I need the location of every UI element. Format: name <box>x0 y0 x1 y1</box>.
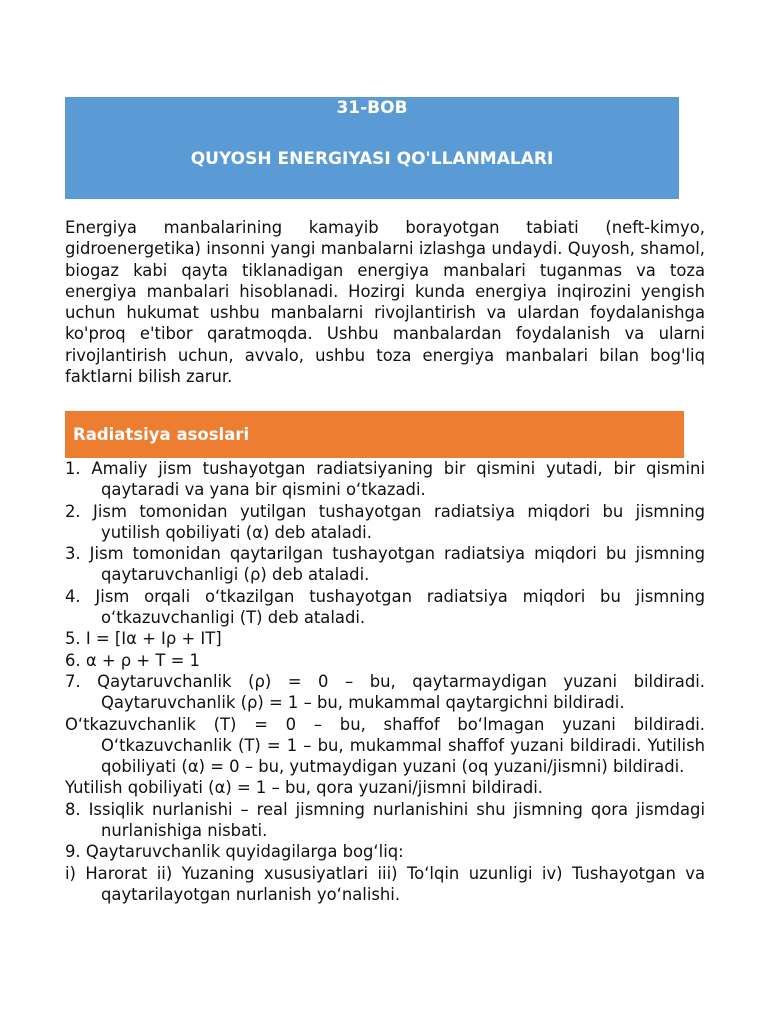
items-list <box>65 458 705 905</box>
list-item: 6. α + ρ + T = 1 <box>65 650 200 670</box>
section-heading: Radiatsiya asoslari <box>65 411 684 458</box>
list-item: O‘tkazuvchanlik (T) = 0 – bu, shaffof bo‘lmagan yuzani bildiradi. O‘tkazuvchanlik (T) = 1 – bu, mukammal shaffof yuzani bildiradi. Yutilish qobiliyati (α) = 0 – bu, yutmaydigan yuzani (oq yuzani/jismni) bildiradi. <box>65 714 705 777</box>
list-item: 2. Jism tomonidan yutilgan tushayotgan radiatsiya miqdori bu jismning yutilish qobiliyati (α) deb ataladi. <box>65 501 705 542</box>
chapter-banner <box>65 97 679 199</box>
list-item: 8. Issiqlik nurlanishi – real jismning nurlanishini shu jismning qora jismdagi nurlanishiga nisbati. <box>65 799 705 841</box>
list-item: i) Harorat ii) Yuzaning xususiyatlari iii) To‘lqin uzunligi iv) Tushayotgan va qaytarilayotgan nurlanish yo‘nalishi. <box>65 863 705 904</box>
intro-paragraph: Energiya manbalarining kamayib borayotgan tabiati (neft-kimyo, gidroenergetika) insonni yangi manbalarni izlashga undaydi. Quyosh, shamol, biogaz kabi qayta tiklanadigan energiya manbalari tuganmas va toza energiya manbalari hisoblanadi. Hozirgi kunda energiya inqirozini yengish uchun hukumat ushbu manbalarni rivojlantirish va ulardan foydalanishga ko'proq e'tibor qaratmoqda. Ushbu manbalardan foydalanish va ularni rivojlantirish uchun, avvalo, ushbu toza energiya manbalari bilan bog'liq faktlarni bilish zarur. <box>65 218 705 387</box>
list-item: 7. Qaytaruvchanlik (ρ) = 0 – bu, qaytarmaydigan yuzani bildiradi. Qaytaruvchanlik (ρ) = 1 – bu, mukammal qaytargichni bildiradi. <box>65 671 705 713</box>
list-item: Yutilish qobiliyati (α) = 1 – bu, qora yuzani/jismni bildiradi. <box>65 778 543 798</box>
list-item: 5. I = [Iα + Iρ + IT] <box>65 629 222 649</box>
chapter-title: QUYOSH ENERGIYASI QO'LLANMALARI <box>190 149 554 169</box>
list-item: 9. Qaytaruvchanlik quyidagilarga bog‘liq: <box>65 842 404 862</box>
chapter-number: 31-BOB <box>336 98 408 118</box>
list-item: 4. Jism orqali o‘tkazilgan tushayotgan radiatsiya miqdori bu jismning o‘tkazuvchanligi (T) deb ataladi. <box>65 586 705 628</box>
list-item: 3. Jism tomonidan qaytarilgan tushayotgan radiatsiya miqdori bu jismning qaytaruvchanligi (ρ) deb ataladi. <box>65 544 705 585</box>
list-item: 1. Amaliy jism tushayotgan radiatsiyaning bir qismini yutadi, bir qismini qaytaradi va yana bir qismini o‘tkazadi. <box>65 459 705 500</box>
